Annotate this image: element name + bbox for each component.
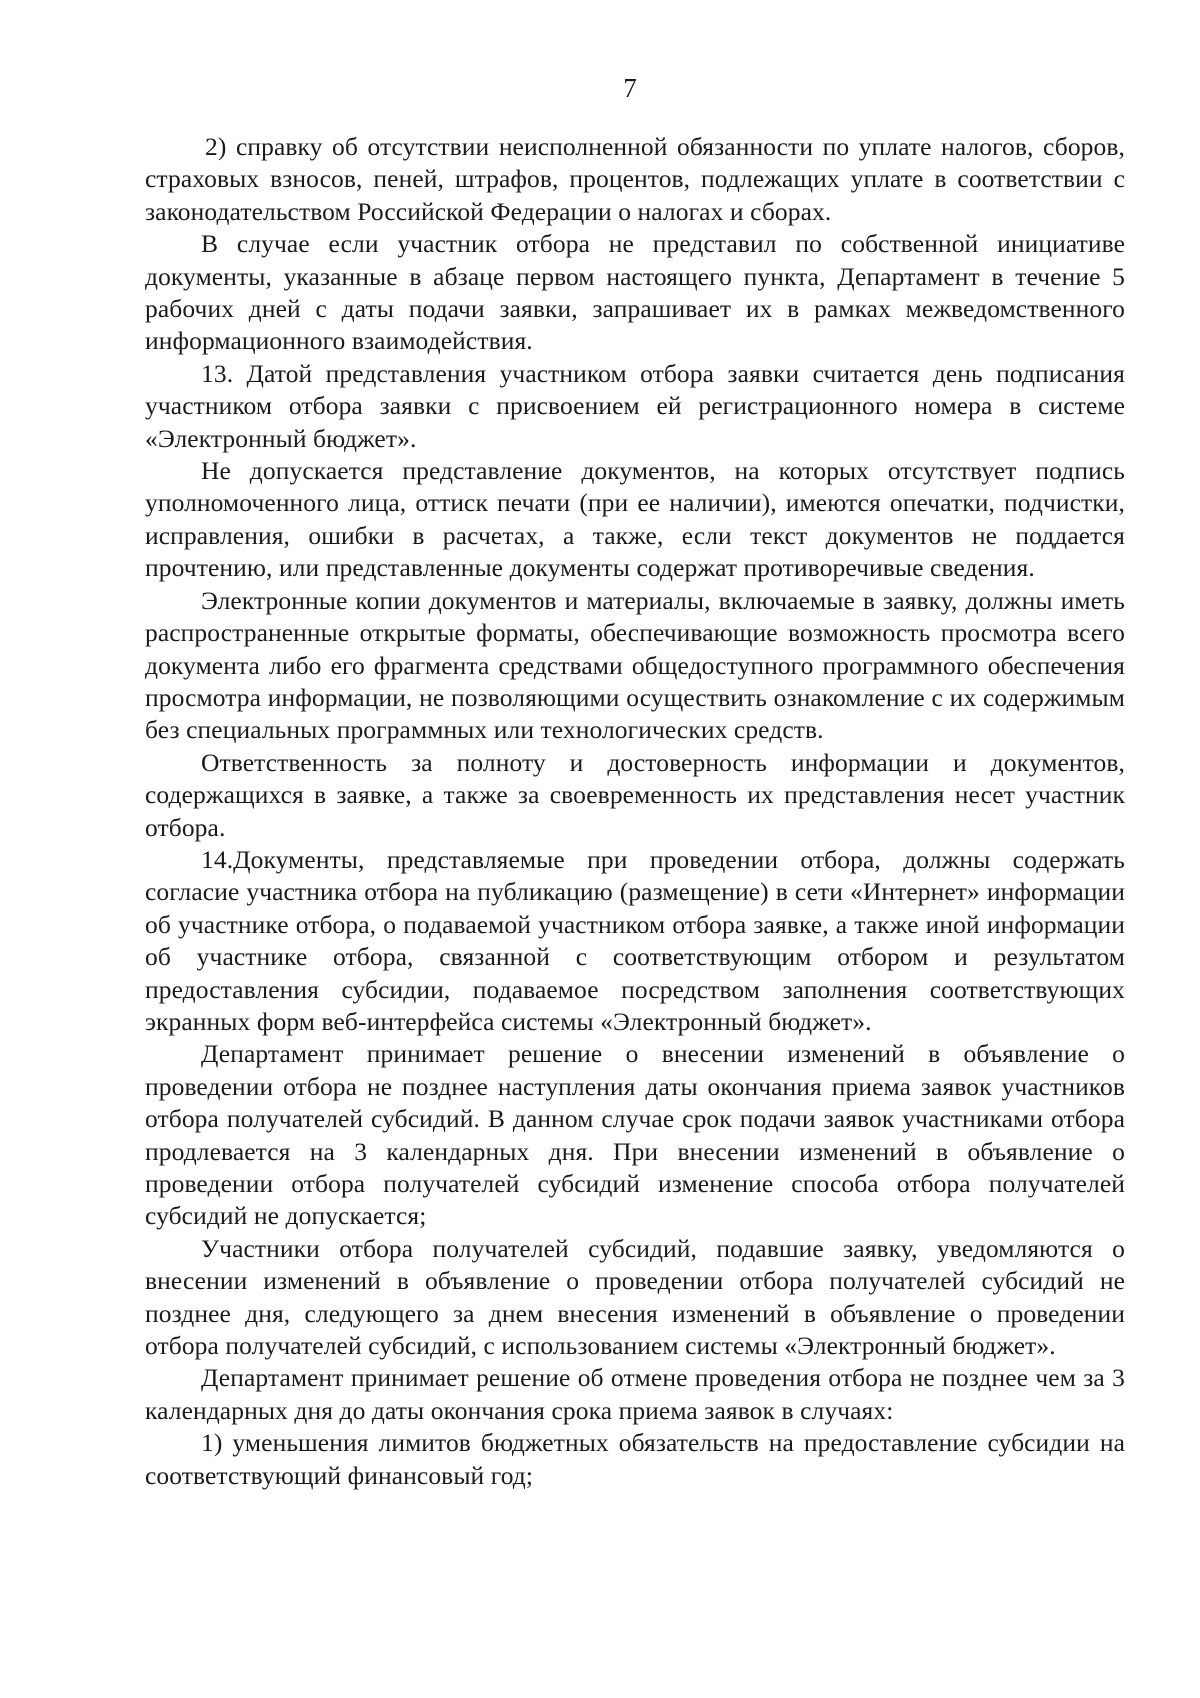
page-number: 7 — [623, 73, 637, 103]
paragraph-electronic-copies-formats: Электронные копии документов и материалы, включаемые в заявку, должны иметь распространенные открытые форматы, обеспечивающие возможность просмотра всего документа либо его фрагмента средствами общедоступного программного обеспечения просмотра информации, не позволяющими осуществить ознакомление с их содержимым без специальных программных или технологических средств. — [145, 585, 1125, 745]
paragraph-document-defects: Не допускается представление документов, на которых отсутствует подпись уполномоченного лица, оттиск печати (при ее наличии), имеются опечатки, подчистки, исправления, ошибки в расчетах, а также, если текст документов не поддается прочтению, или представленные документы содержат противоречивые сведения. — [145, 456, 1125, 583]
paragraph-announcement-changes: Департамент принимает решение о внесении изменений в объявление о проведении отбора не позднее наступления даты окончания приема заявок участников отбора получателей субсидий. В данном случае срок подачи заявок участниками отбора продлевается на 3 календарных дня. При внесении изменений в объявление о проведении отбора получателей субсидий изменение способа отбора получателей субсидий не допускается; — [145, 1039, 1125, 1231]
paragraph-participants-notification: Участники отбора получателей субсидий, подавшие заявку, уведомляются о внесении изменений в объявление о проведении отбора получателей субсидий не позднее дня, следующего за днем внесения изменений в объявление о проведении отбора получателей субсидий, с использованием системы «Электронный бюджет». — [145, 1233, 1125, 1361]
paragraph-certificate-no-tax-debt: 2) справку об отсутствии неисполненной обязанности по уплате налогов, сборов, страховых взносов, пеней, штрафов, процентов, подлежащих уплате в соответствии с законодательством Российской Федерации о налогах и сборах. — [145, 132, 1125, 226]
paragraph-item-14-publication-consent: 14.Документы, представляемые при проведении отбора, должны содержать согласие участника отбора на публикацию (размещение) в сети «Интернет» информации об участнике отбора, о подаваемой участником отбора заявке, а также иной информации об участнике отбора, связанной с соответствующим отбором и результатом предоставления субсидии, подаваемое посредством заполнения соответствующих экранных форм веб-интерфейса системы «Электронный бюджет». — [145, 844, 1125, 1036]
paragraph-list-item-1-limits-reduction: 1) уменьшения лимитов бюджетных обязательств на предоставление субсидии на соответствующий финансовый год; — [145, 1428, 1125, 1490]
document-body — [145, 131, 1125, 1492]
paragraph-responsibility: Ответственность за полноту и достоверность информации и документов, содержащихся в заявке, а также за своевременность их представления несет участник отбора. — [145, 747, 1125, 842]
paragraph-item-13-submission-date: 13. Датой представления участником отбора заявки считается день подписания участником отбора заявки с присвоением ей регистрационного номера в системе «Электронный бюджет». — [145, 358, 1125, 453]
paragraph-selection-cancellation: Департамент принимает решение об отмене проведения отбора не позднее чем за 3 календарных дня до даты окончания срока приема заявок в случаях: — [145, 1363, 1125, 1425]
paragraph-interagency-request: В случае если участник отбора не представил по собственной инициативе документы, указанные в абзаце первом настоящего пункта, Департамент в течение 5 рабочих дней с даты подачи заявки, запрашивает их в рамках межведомственного информационного взаимодействия. — [145, 229, 1125, 356]
